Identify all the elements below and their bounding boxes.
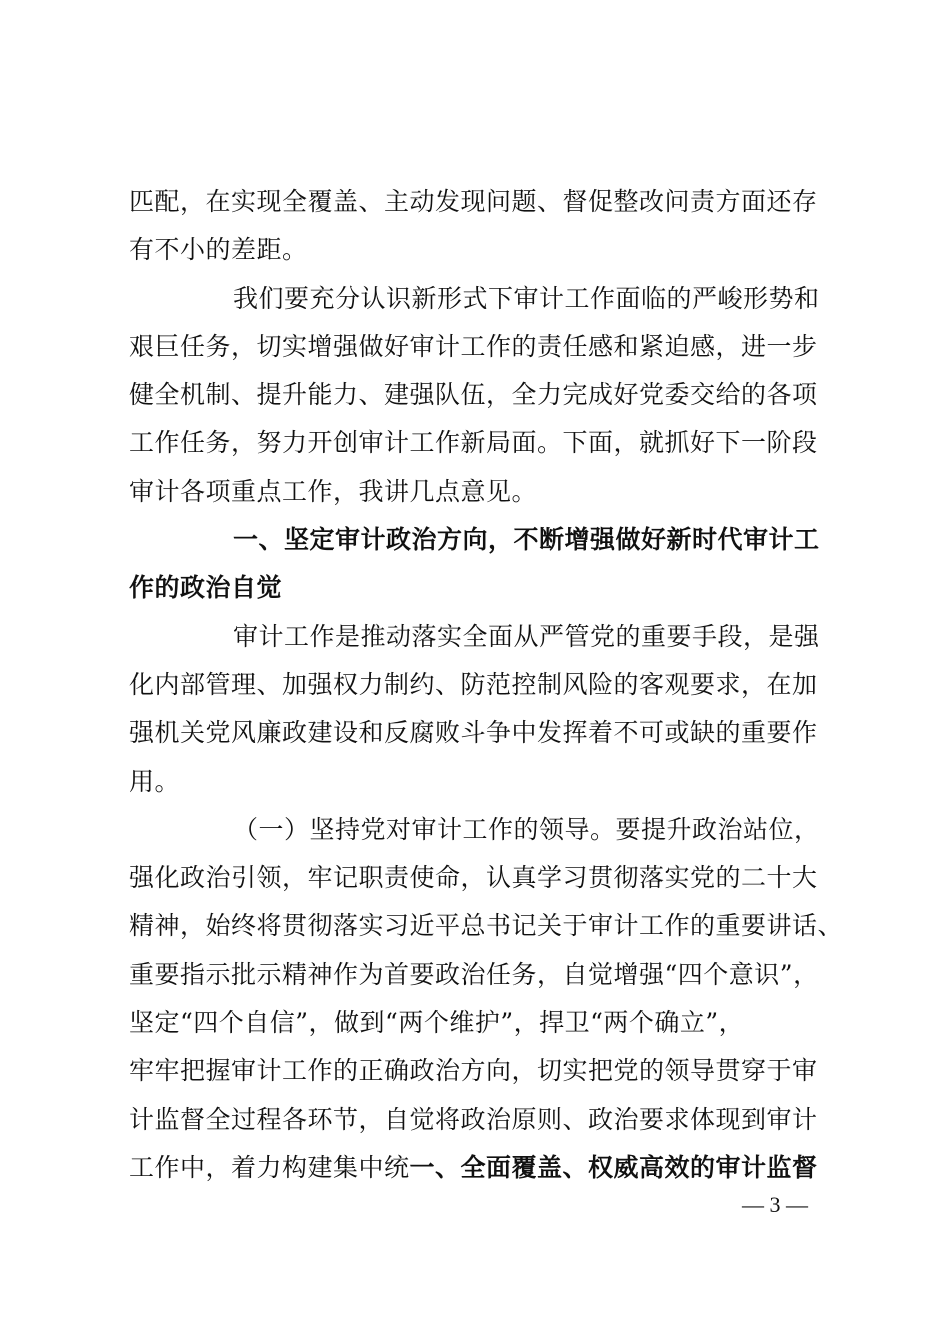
paragraph-line: 艰巨任务，切实增强做好审计工作的责任感和紧迫感，进一步 [129,331,818,361]
paragraph-line: 牢牢把握审计工作的正确政治方向，切实把党的领导贯穿于审 [129,1056,818,1086]
page-number: — 3 — [742,1192,808,1217]
paragraph-line: 匹配，在实现全覆盖、主动发现问题、督促整改问责方面还存 [129,187,818,216]
paragraph-line: 我们要充分认识新形式下审计工作面临的严峻形势和 [233,283,820,313]
line-segment: 工作中，着力构建集中统 [129,1152,410,1182]
paragraph-line: 用。 [129,766,181,796]
paragraph-line: 健全机制、提升能力、建强队伍，全力完成好党委交给的各项 [129,380,818,410]
paragraph-line: 精神，始终将贯彻落实习近平总书记关于审计工作的重要讲话、 [129,911,844,941]
section-heading: 作的政治自觉 [129,573,283,603]
paragraph-line: 审计各项重点工作，我讲几点意见。 [129,476,538,506]
paragraph-line: 计监督全过程各环节，自觉将政治原则、政治要求体现到审计 [129,1104,818,1134]
paragraph-line: 重要指示批示精神作为首要政治任务，自觉增强“四个意识”， [129,959,819,989]
paragraph-line: 有不小的差距。 [129,235,308,265]
paragraph-line: 强机关党风廉政建设和反腐败斗争中发挥着不可或缺的重要作 [129,718,818,748]
paragraph-line: 化内部管理、加强权力制约、防范控制风险的客观要求，在加 [129,669,818,699]
paragraph-line: 审计工作是推动落实全面从严管党的重要手段，是强 [233,621,820,651]
document-body [129,178,844,1192]
section-heading: 一、坚定审计政治方向，不断增强做好新时代审计工 [233,525,820,555]
paragraph-line [129,1144,829,1192]
paragraph-line: 坚定“四个自信”，做到“两个维护”，捍卫“两个确立”， [129,1008,745,1038]
subsection-heading: （一）坚持党对审计工作的领导。要提升政治站位， [233,814,820,844]
bold-line-segment: 一、全面覆盖、权威高效的审计监督 [409,1152,818,1182]
paragraph-line: 强化政治引领，牢记职责使命，认真学习贯彻落实党的二十大 [129,863,818,893]
paragraph-line: 工作任务，努力开创审计工作新局面。下面，就抓好下一阶段 [129,428,818,458]
